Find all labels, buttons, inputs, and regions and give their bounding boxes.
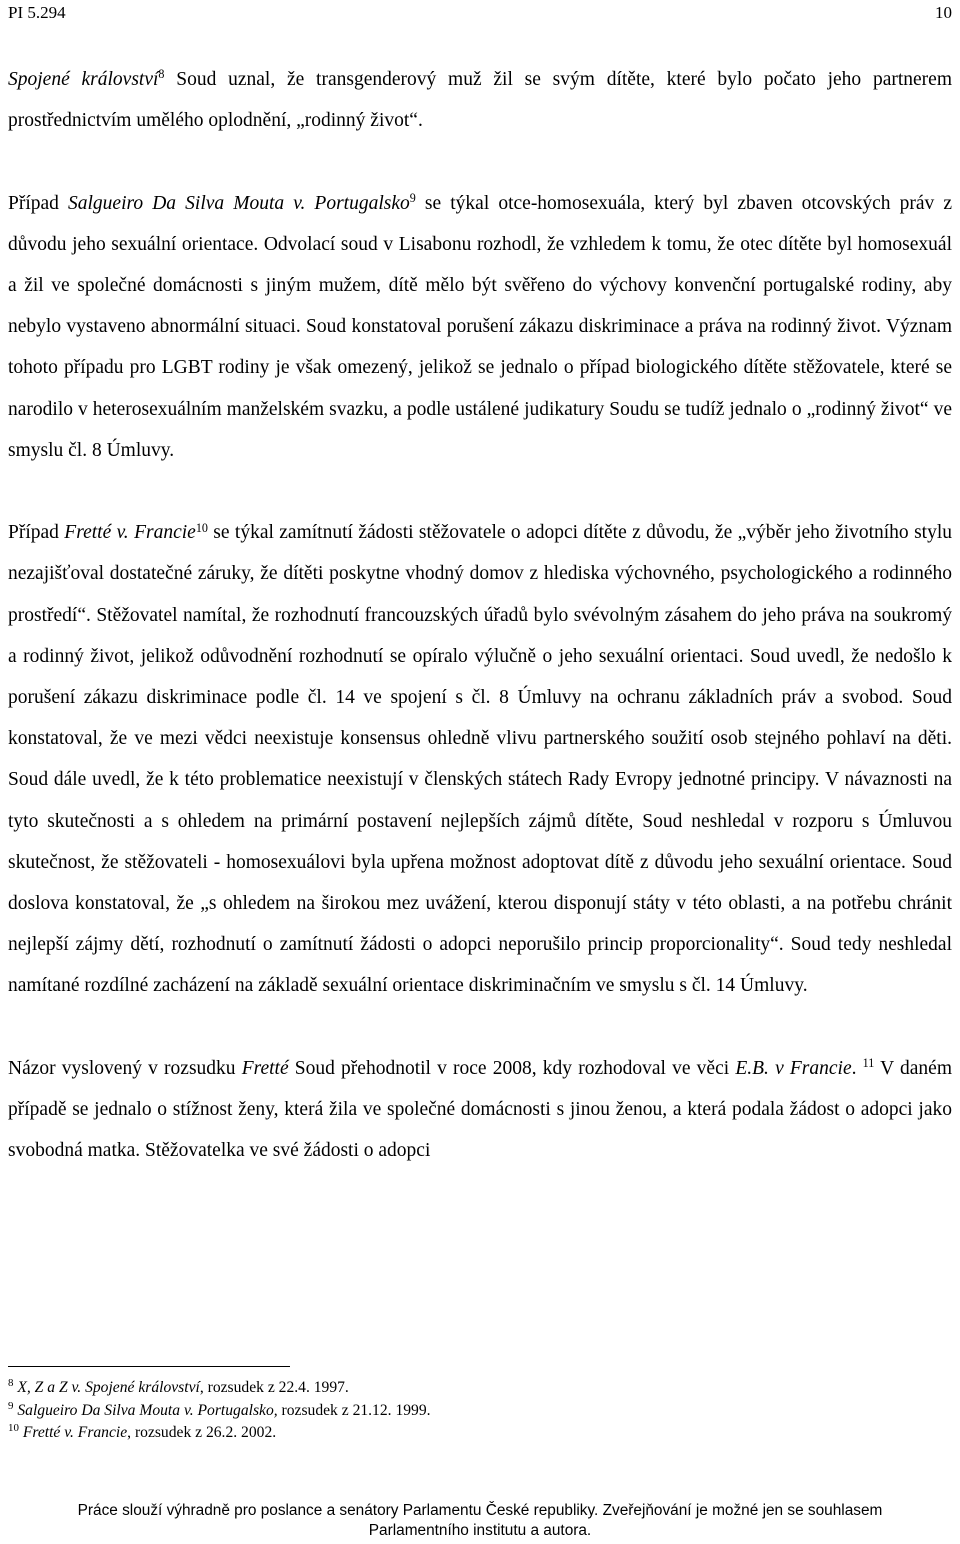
footnote-number: 9 [8, 1399, 14, 1412]
case-name-frette: Fretté v. Francie [64, 522, 196, 544]
paragraph-eb-case [8, 1048, 952, 1172]
case-name-eb: E.B. v Francie [735, 1057, 852, 1079]
paragraph-text: Soud přehodnotil v roce 2008, kdy rozhodoval ve věci [288, 1057, 736, 1079]
footnote-case-name: Fretté v. Francie [22, 1424, 128, 1441]
footnotes [8, 1377, 952, 1445]
footnote-case-name: Salgueiro Da Silva Mouta v. Portugalsko, [17, 1401, 278, 1419]
paragraph-text: se týkal otce-homosexuála, který byl zbaven otcovských práv z důvodu jeho sexuální orientace. Odvolací soud v Lisabonu rozhodl, že vzhledem k tomu, že otec dítěte byl homosexuál a žil ve společné domácnosti s jiným mužem, dítě mělo být svěřeno do výchovy konvenční portugalské rodiny, aby nebylo vystaveno abnormální situaci. Soud konstatoval porušení zákazu diskriminace a práva na rodinný život. Význam tohoto případu pro LGBT rodiny je však omezený, jelikož se jednalo o případ biologického dítěte stěžovatele, které se narodilo v heterosexuálním manželském svazku, a podle ustálené judikatury Soudu se tudíž jednalo o „rodinný život“ ve smyslu čl. 8 Úmluvy. [8, 192, 952, 461]
page-header [8, 3, 952, 23]
paragraph-text: se týkal zamítnutí žádosti stěžovatele o adopci dítěte z důvodu, že „výběr jeho životního stylu nezajišťoval dostatečné záruky, že dítěti poskytne vhodný domov z hlediska výchovného, psychologického a rodinného prostředí“. Stěžovatel namítal, že rozhodnutí francouzských úřadů bylo svévolným zásahem do jeho práva na soukromý a rodinný život, jelikož odůvodnění rozhodnutí se opíralo výlučně o jeho sexuální orientaci. Soud uvedl, že nedošlo k porušení zákazu diskriminace podle čl. 14 ve spojení s čl. 8 Úmluvy na ochranu základních práv a svobod. Soud konstatoval, že ve mezi vědci neexistuje konsensus ohledně vlivu partnerského soužití osob stejného pohlaví na děti. Soud dále uvedl, že k této problematice neexistují v členských státech Rady Evropy jednotné principy. V návaznosti na tyto skutečnosti a s ohledem na primární postavení nejlepších zájmů dítěte, Soud neshledal v rozporu s Úmluvou skutečnost, že stěžovateli - homosexuálovi byla upřena možnost adoptovat dítě z důvodu jeho sexuální orientace. Soud doslova konstatoval, že „s ohledem na širokou mez uvážení, kterou disponují státy v této oblasti, a na potřebu chránit nejlepší zájmy dětí, rozhodnutí o zamítnutí žádosti o adopci neporušilo princip proporcionality“. Soud tedy neshledal namítané rozdílné zacházení na základě sexuální orientace diskriminačním ve smyslu s čl. 14 Úmluvy. [8, 522, 952, 997]
paragraph-text: . [851, 1057, 863, 1079]
footnote-number: 8 [8, 1377, 14, 1389]
paragraph-spacer [8, 1007, 952, 1048]
footnote-item [8, 1377, 952, 1400]
footnote-text: rozsudek z 21.12. 1999. [277, 1401, 431, 1419]
footnote-ref-8: 8 [158, 67, 165, 82]
document-code: PI 5.294 [8, 3, 66, 22]
paragraph-text: Soud uznal, že transgenderový muž žil se svým dítěte, které bylo počato jeho partnerem prostřednictvím umělého oplodnění, „rodinný život“. [8, 69, 952, 132]
paragraph-uk-case [8, 59, 952, 141]
paragraph-spacer [8, 471, 952, 512]
footnote-number: 10 [8, 1422, 19, 1434]
paragraph-frette-case [8, 512, 952, 1006]
footnote-text: , rozsudek z 22.4. 1997. [199, 1379, 349, 1396]
footnote-ref-11: 11 [862, 1056, 875, 1071]
case-name-salgueiro: Salgueiro Da Silva Mouta v. Portugalsko [68, 192, 410, 214]
case-name-frette-ref: Fretté [241, 1057, 289, 1079]
paragraph-salgueiro-case [8, 183, 952, 471]
paragraph-text: Případ [8, 522, 65, 544]
footer-notice-line1: Práce slouží výhradně pro poslance a senátory Parlamentu České republiky. Zveřejňování je možné jen se souhlasem [77, 1502, 883, 1519]
footnote-divider [8, 1366, 290, 1367]
body-text [8, 59, 952, 1171]
footnote-ref-9: 9 [409, 190, 416, 205]
paragraph-spacer [8, 141, 952, 182]
footnote-ref-10: 10 [195, 520, 208, 535]
page-footer [8, 1501, 952, 1541]
footnote-item [8, 1422, 952, 1445]
footnote-text: , rozsudek z 26.2. 2002. [127, 1424, 277, 1441]
case-country-uk: Spojené království [8, 69, 159, 90]
footnote-case-name: X, Z a Z v. Spojené království [17, 1379, 200, 1396]
footnote-item [8, 1400, 952, 1423]
page-number: 10 [935, 3, 952, 22]
paragraph-text: V daném případě se jednalo o stížnost ženy, která žila ve společné domácnosti s jinou ženou, a která podala žádost o adopci jako svobodná matka. Stěžovatelka ve své žádosti o adopci [8, 1057, 953, 1162]
footer-notice-line2: Parlamentního institutu a autora. [368, 1522, 592, 1539]
paragraph-text: Případ [8, 192, 69, 214]
paragraph-text: Názor vyslovený v rozsudku [8, 1057, 242, 1079]
